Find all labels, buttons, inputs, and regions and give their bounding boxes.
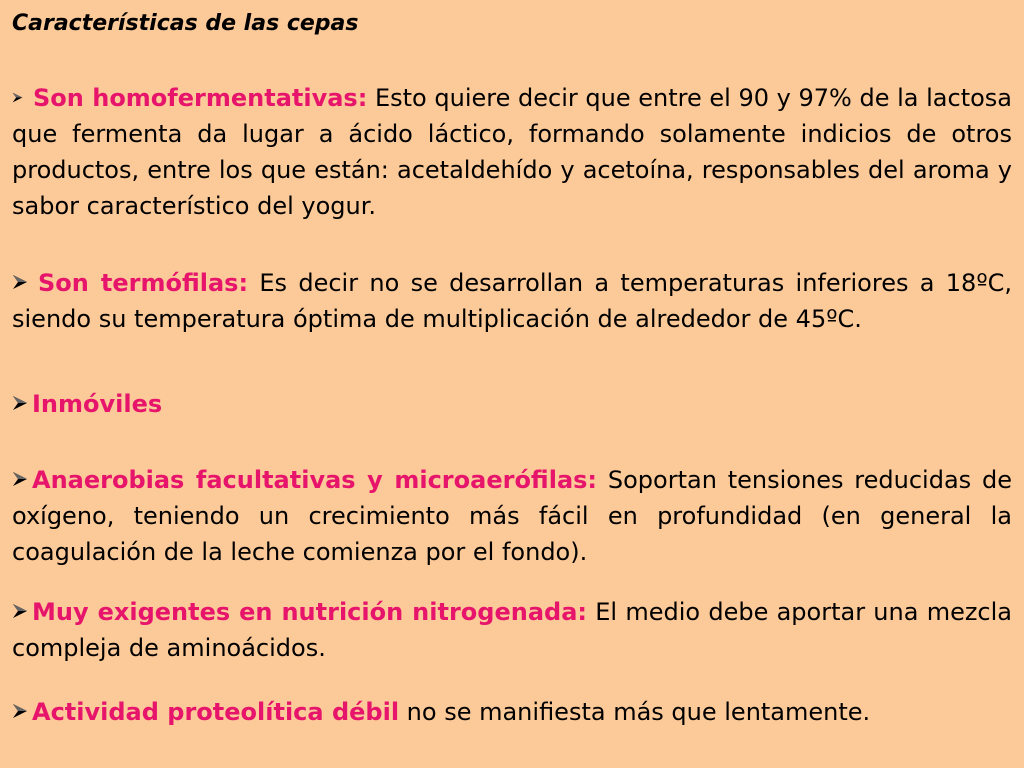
bullet-proteolitica (12, 694, 1012, 730)
bullet-term: Anaerobias facultativas y microaerófilas: (32, 466, 598, 494)
arrow-bullet-icon (12, 274, 28, 290)
bullet-termofilas (12, 265, 1012, 337)
bullet-text: Soportan tensiones reducidas de oxígeno, teniendo un crecimiento más fácil en profundidad (en general la coagulación de la leche comienza por el fondo). (12, 466, 1012, 566)
bullet-term: Muy exigentes en nutrición nitrogenada: (32, 598, 588, 626)
arrow-bullet-icon (12, 603, 28, 619)
bullet-term: Inmóviles (32, 390, 163, 418)
bullet-text: El medio debe aportar una mezcla compleja de aminoácidos. (12, 598, 1013, 662)
bullet-term: Son homofermentativas: (33, 84, 368, 112)
arrow-bullet-icon (12, 92, 23, 103)
bullet-homofermentativas (12, 80, 1012, 224)
bullet-term: Actividad proteolítica débil (32, 698, 400, 726)
bullet-anaerobias (12, 462, 1012, 570)
bullet-text: no se manifiesta más que lentamente. (399, 698, 871, 726)
bullet-inmoviles (12, 386, 1012, 422)
arrow-bullet-icon (12, 471, 28, 487)
bullet-text: Esto quiere decir que entre el 90 y 97% de la lactosa que fermenta da lugar a ácido láctico, formando solamente indicios de otros productos, entre los que están: acetaldehído y acetoína, responsables del aroma y sabor característico del yogur. (12, 84, 1012, 220)
slide-title: Características de las cepas (12, 11, 359, 36)
arrow-bullet-icon (12, 395, 28, 411)
bullet-term: Son termófilas: (38, 269, 249, 297)
arrow-bullet-icon (12, 703, 28, 719)
bullet-text: Es decir no se desarrollan a temperaturas inferiores a 18ºC, siendo su temperatura óptima de multiplicación de alrededor de 45ºC. (12, 269, 1013, 333)
bullet-exigentes (12, 594, 1012, 666)
